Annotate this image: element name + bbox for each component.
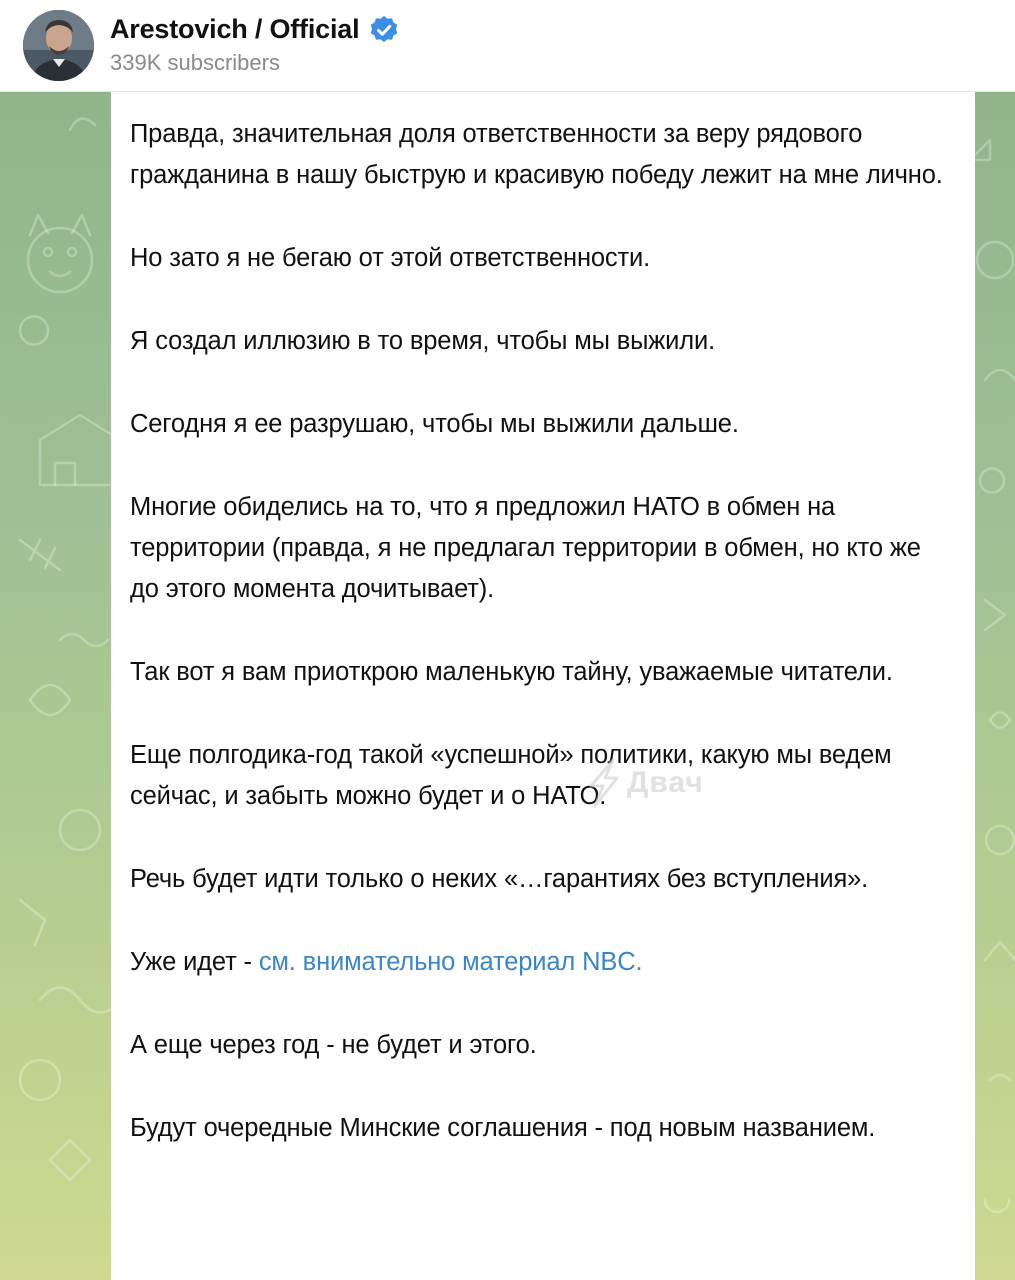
message-paragraph: Еще полгодика-год такой «успешной» политики, какую мы ведем сейчас, и забыть можно будет и о НАТО.: [130, 741, 892, 810]
message-paragraph: Я создал иллюзию в то время, чтобы мы выжили.: [130, 327, 716, 355]
lightning-icon: [585, 758, 623, 808]
message-paragraph: Многие обиделись на то, что я предложил НАТО в обмен на территории (правда, я не предлагал территории в обмен, но кто же до этого момента дочитывает).: [130, 493, 921, 603]
channel-header[interactable]: [0, 0, 1015, 92]
verified-badge-icon: [369, 15, 399, 45]
message-text: Уже идет -: [130, 948, 259, 976]
nbc-material-link[interactable]: см. внимательно материал NBC.: [258, 948, 643, 976]
person-icon: [23, 10, 94, 81]
message-paragraph: Правда, значительная доля ответственности за веру рядового гражданина в нашу быструю и красивую победу лежит на мне лично.: [130, 120, 943, 189]
message-paragraph: Сегодня я ее разрушаю, чтобы мы выжили дальше.: [130, 410, 739, 438]
message-paragraph: А еще через год - не будет и этого.: [130, 1031, 537, 1059]
message-bubble: [111, 92, 975, 1280]
channel-name[interactable]: Arestovich / Official: [110, 14, 360, 44]
message-paragraph: Речь будет идти только о неких «…гарантиях без вступления».: [130, 865, 869, 893]
watermark: [585, 758, 704, 808]
message-paragraph: Будут очередные Минские соглашения - под новым названием.: [130, 1114, 876, 1142]
channel-avatar[interactable]: [23, 10, 94, 81]
message-paragraph: Так вот я вам приоткрою маленькую тайну, уважаемые читатели.: [130, 658, 893, 686]
channel-title[interactable]: [110, 14, 399, 45]
subscriber-count: 339K subscribers: [110, 50, 280, 75]
watermark-text: Двач: [627, 766, 704, 799]
message-paragraph-with-link: [130, 942, 955, 983]
message-paragraph: Но зато я не бегаю от этой ответственности.: [130, 244, 651, 272]
